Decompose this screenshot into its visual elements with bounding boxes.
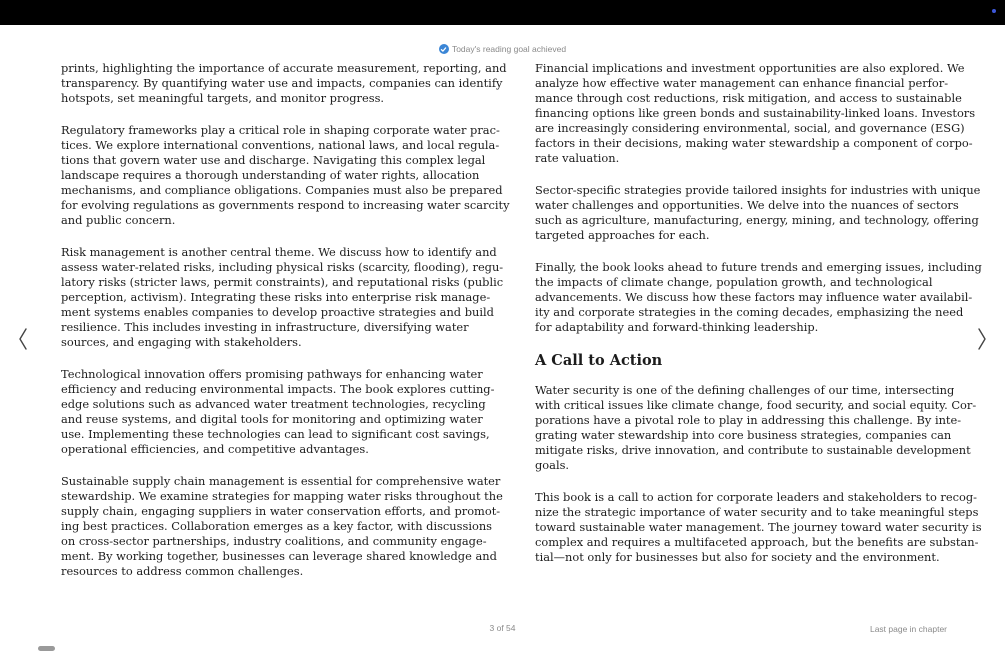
next-page-button[interactable] xyxy=(974,326,990,352)
text-line: latory risks (stricter laws, permit constraints), and reputational risks (public xyxy=(61,275,504,289)
chapter-status: Last page in chapter xyxy=(869,624,947,634)
text-line: resources to address common challenges. xyxy=(61,564,304,578)
text-line: and reuse systems, and digital tools for monitoring and optimizing water xyxy=(61,412,483,426)
text-line: perception, activism). Integrating these risks into enterprise risk manage- xyxy=(61,290,491,304)
text-line: financing options like green bonds and sustainability-linked loans. Investors xyxy=(535,106,976,120)
text-line: toward sustainable water management. The journey toward water security is xyxy=(535,520,982,534)
left-page-column xyxy=(61,61,510,596)
text-line: assess water-related risks, including physical risks (scarcity, flooding), regu- xyxy=(61,260,504,274)
text-line: This book is a call to action for corporate leaders and stakeholders to recog- xyxy=(535,490,977,504)
text-line: and public concern. xyxy=(61,213,176,227)
body-paragraph xyxy=(535,260,982,335)
previous-page-button[interactable] xyxy=(15,326,31,352)
text-line: factors in their decisions, making water stewardship a component of corpo- xyxy=(535,136,973,150)
body-paragraph xyxy=(61,61,507,106)
reading-goal-banner xyxy=(0,44,1005,54)
text-line: such as agriculture, manufacturing, energy, mining, and technology, offering xyxy=(535,213,979,227)
text-line: tices. We explore international conventions, national laws, and local regula- xyxy=(61,138,500,152)
body-paragraph xyxy=(61,367,495,457)
text-line: ment systems enables companies to develop proactive strategies and build xyxy=(61,305,494,319)
text-line: Technological innovation offers promising pathways for enhancing water xyxy=(61,367,483,381)
text-line: rate valuation. xyxy=(535,151,620,165)
body-paragraph xyxy=(61,474,503,579)
checkmark-icon xyxy=(439,44,449,54)
text-line: analyze how effective water management can enhance financial perfor- xyxy=(535,76,949,90)
text-line: tial—not only for businesses but also for society and the environment. xyxy=(535,550,940,564)
text-line: mitigate risks, drive innovation, and contribute to sustainable development xyxy=(535,443,971,457)
text-line: stewardship. We examine strategies for mapping water risks throughout the xyxy=(61,489,503,503)
text-line: grating water stewardship into core business strategies, companies can xyxy=(535,428,952,442)
reading-goal-text: Today's reading goal achieved xyxy=(451,44,567,54)
text-line: resilience. This includes investing in infrastructure, diversifying water xyxy=(61,320,469,334)
sidebar-handle[interactable] xyxy=(38,646,55,651)
text-line: Water security is one of the defining challenges of our time, intersecting xyxy=(535,383,955,397)
text-line: edge solutions such as advanced water treatment technologies, recycling xyxy=(61,397,486,411)
text-line: Sustainable supply chain management is essential for comprehensive water xyxy=(61,474,501,488)
text-line: complex and requires a multifaceted approach, but the benefits are substan- xyxy=(535,535,979,549)
text-line: operational efficiencies, and competitive advantages. xyxy=(61,442,369,456)
text-line: ing best practices. Collaboration emerges as a key factor, with discussions xyxy=(61,519,493,533)
text-line: for adaptability and forward-thinking leadership. xyxy=(535,320,819,334)
text-line: mance through cost reductions, risk mitigation, and access to sustainable xyxy=(535,91,962,105)
body-paragraph xyxy=(535,61,976,166)
text-line: transparency. By quantifying water use and impacts, companies can identify xyxy=(61,76,503,90)
text-line: hotspots, set meaningful targets, and monitor progress. xyxy=(61,91,385,105)
text-line: with critical issues like climate change, food security, and social equity. Cor- xyxy=(535,398,977,412)
section-heading: A Call to Action xyxy=(535,352,663,369)
status-dot-icon xyxy=(992,9,996,13)
chevron-left-icon xyxy=(18,328,28,350)
text-line: landscape requires a thorough understanding of water rights, allocation xyxy=(61,168,480,182)
text-line: for evolving regulations as governments respond to increasing water scarcity xyxy=(61,198,510,212)
text-line: Finally, the book looks ahead to future trends and emerging issues, including xyxy=(535,260,982,274)
text-line: efficiency and reducing environmental impacts. The book explores cutting- xyxy=(61,382,495,396)
body-paragraph xyxy=(535,383,977,473)
text-line: Sector-specific strategies provide tailored insights for industries with unique xyxy=(535,183,981,197)
text-line: supply chain, engaging suppliers in water conservation efforts, and promot- xyxy=(61,504,501,518)
text-line: ity and corporate strategies in the coming decades, emphasizing the need xyxy=(535,305,964,319)
text-line: prints, highlighting the importance of accurate measurement, reporting, and xyxy=(61,61,507,75)
text-line: are increasingly considering environmental, social, and governance (ESG) xyxy=(535,121,965,135)
text-line: porations have a pivotal role to play in addressing this challenge. By inte- xyxy=(535,413,962,427)
text-line: the impacts of climate change, population growth, and technological xyxy=(535,275,933,289)
text-line: on cross-sector partnerships, industry coalitions, and community engage- xyxy=(61,534,487,548)
text-line: Risk management is another central theme. We discuss how to identify and xyxy=(61,245,497,259)
top-bar xyxy=(0,0,1005,25)
text-line: sources, and engaging with stakeholders. xyxy=(61,335,302,349)
text-line: Financial implications and investment opportunities are also explored. We xyxy=(535,61,965,75)
body-paragraph xyxy=(61,123,510,228)
text-line: water challenges and opportunities. We delve into the nuances of sectors xyxy=(535,198,959,212)
text-line: mechanisms, and compliance obligations. Companies must also be prepared xyxy=(61,183,503,197)
right-page-column xyxy=(535,61,982,582)
text-line: use. Implementing these technologies can lead to significant cost savings, xyxy=(61,427,490,441)
body-paragraph xyxy=(61,245,504,350)
text-line: targeted approaches for each. xyxy=(535,228,710,242)
body-paragraph xyxy=(535,490,982,565)
text-line: nize the strategic importance of water security and to take meaningful steps xyxy=(535,505,979,519)
text-line: Regulatory frameworks play a critical role in shaping corporate water prac- xyxy=(61,123,500,137)
text-line: goals. xyxy=(535,458,570,472)
page-indicator: 3 of 54 xyxy=(489,623,516,633)
text-line: advancements. We discuss how these factors may influence water availabil- xyxy=(535,290,973,304)
text-line: tions that govern water use and discharge. Navigating this complex legal xyxy=(61,153,486,167)
body-paragraph xyxy=(535,183,981,243)
chevron-right-icon xyxy=(977,328,987,350)
text-line: ment. By working together, businesses can leverage shared knowledge and xyxy=(61,549,497,563)
